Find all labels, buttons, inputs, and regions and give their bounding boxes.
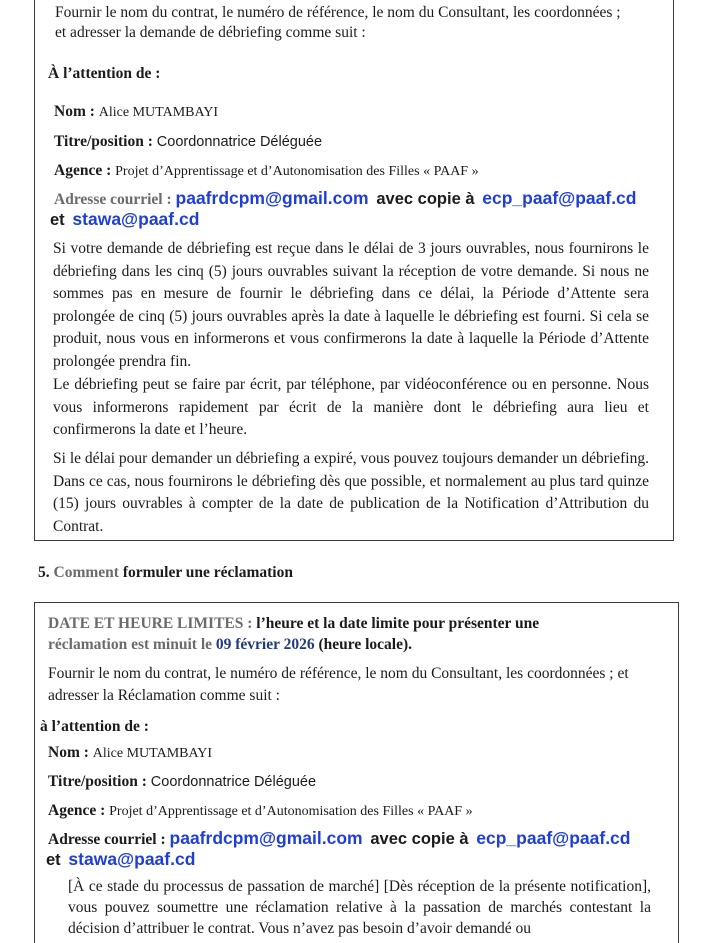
deadline-text1: l’heure et la date limite pour présenter une xyxy=(256,615,540,632)
section5-title-a: Comment xyxy=(53,564,119,581)
titre-label: Titre/position : xyxy=(48,773,147,790)
deadline-line2 xyxy=(48,634,412,655)
email-link-stawa[interactable]: stawa@paaf.cd xyxy=(68,849,196,869)
et-text: et xyxy=(50,211,65,229)
deadline-text2b: (heure locale). xyxy=(318,636,413,653)
adresse-label: Adresse courriel : xyxy=(54,191,172,208)
box2-agence-line xyxy=(48,800,473,822)
box2-titre-line xyxy=(48,771,316,793)
section5-heading xyxy=(38,562,293,583)
box1-adresse-line xyxy=(54,188,636,210)
box2-paragraph-complaint: [À ce stade du processus de passation de marché] [Dès réception de la présente notification], vous pouvez soumettre une réclamation relative à la passation de marchés contestant la décision d’attribuer le contrat. Vous n’avez pas besoin d’avoir demandé ou xyxy=(68,878,651,937)
titre-value: Coordonnatrice Déléguée xyxy=(156,134,323,150)
box2-intro-line2: adresser la Réclamation comme suit : xyxy=(48,687,280,704)
box2-intro-line1: Fournir le nom du contrat, le numéro de référence, le nom du Consultant, les coordonnées ; et xyxy=(48,665,629,682)
email-link-ecp-paaf[interactable]: ecp_paaf@paaf.cd xyxy=(482,188,637,208)
email-link-paafrdcpm[interactable]: paafrdcpm@gmail.com xyxy=(169,828,363,848)
deadline-text2a: réclamation est minuit le xyxy=(48,636,213,653)
deadline-line1 xyxy=(48,613,539,634)
deadline-label: DATE ET HEURE LIMITES : xyxy=(48,615,253,632)
box1-nom-line xyxy=(54,101,218,123)
email-link-paafrdcpm[interactable]: paafrdcpm@gmail.com xyxy=(175,188,369,208)
box1-paragraph-delay: Si votre demande de débriefing est reçue dans le délai de 3 jours ouvrables, nous fournirons le débriefing dans les cinq (5) jours ouvrables suivant la réception de votre demande. Si nous ne sommes pas en mesure de fournir le débriefing dans ce délai, la Période d’Attente sera prolongée de cinq (5) jours ouvrables après la date à laquelle le débriefing est fourni. Si cela se produit, nous vous en informerons et vous confirmerons la date à laquelle la Période d’Attente prolongée prendra fin. xyxy=(53,240,649,370)
avec-copie-text: avec copie à xyxy=(370,830,469,848)
email-link-ecp-paaf[interactable]: ecp_paaf@paaf.cd xyxy=(476,828,631,848)
agence-label: Agence : xyxy=(48,802,106,819)
nom-value: Alice MUTAMBAYI xyxy=(98,105,219,120)
nom-label: Nom : xyxy=(48,744,89,761)
box1-paragraph-expired: Si le délai pour demander un débriefing a expiré, vous pouvez toujours demander un débriefing. Dans ce cas, nous fournirons le débriefing dès que possible, et normalement au plus tard quinze (15) jours ouvrables à compter de la date de publication de la Notification d’Attribution du Contrat. xyxy=(53,450,649,535)
box1-intro-line1: Fournir le nom du contrat, le numéro de référence, le nom du Consultant, les coordonnées ; xyxy=(55,4,621,21)
titre-value: Coordonnatrice Déléguée xyxy=(150,774,317,790)
agence-label: Agence : xyxy=(54,162,112,179)
titre-label: Titre/position : xyxy=(54,133,153,150)
box2-adresse-line xyxy=(48,828,630,850)
box1-agence-line xyxy=(54,160,479,182)
box1-titre-line xyxy=(54,131,322,153)
box1-intro-line2: et adresser la demande de débriefing comme suit : xyxy=(55,24,366,41)
section5-number: 5. xyxy=(38,564,50,581)
email-link-stawa[interactable]: stawa@paaf.cd xyxy=(72,209,200,229)
box2-adresse-line2 xyxy=(46,849,195,871)
agence-value: Projet d’Apprentissage et d’Autonomisation des Filles « PAAF » xyxy=(115,164,479,179)
box1-attention-heading: À l’attention de : xyxy=(48,65,161,82)
box1-adresse-line2 xyxy=(50,209,199,231)
agence-value: Projet d’Apprentissage et d’Autonomisation des Filles « PAAF » xyxy=(109,804,473,819)
box1-paragraph-method: Le débriefing peut se faire par écrit, par téléphone, par vidéoconférence ou en personne. Nous vous informerons rapidement par écrit de la manière dont le débriefing aura lieu et confirmerons la date et l’heure. xyxy=(53,376,649,439)
nom-value: Alice MUTAMBAYI xyxy=(92,746,213,761)
avec-copie-text: avec copie à xyxy=(376,190,475,208)
et-text: et xyxy=(46,851,61,869)
deadline-date: 09 février 2026 xyxy=(215,636,315,653)
box2-attention-heading: à l’attention de : xyxy=(40,718,149,735)
nom-label: Nom : xyxy=(54,103,95,120)
section5-title-b: formuler une réclamation xyxy=(122,564,293,581)
box2-nom-line xyxy=(48,742,212,764)
adresse-label: Adresse courriel : xyxy=(48,831,166,848)
